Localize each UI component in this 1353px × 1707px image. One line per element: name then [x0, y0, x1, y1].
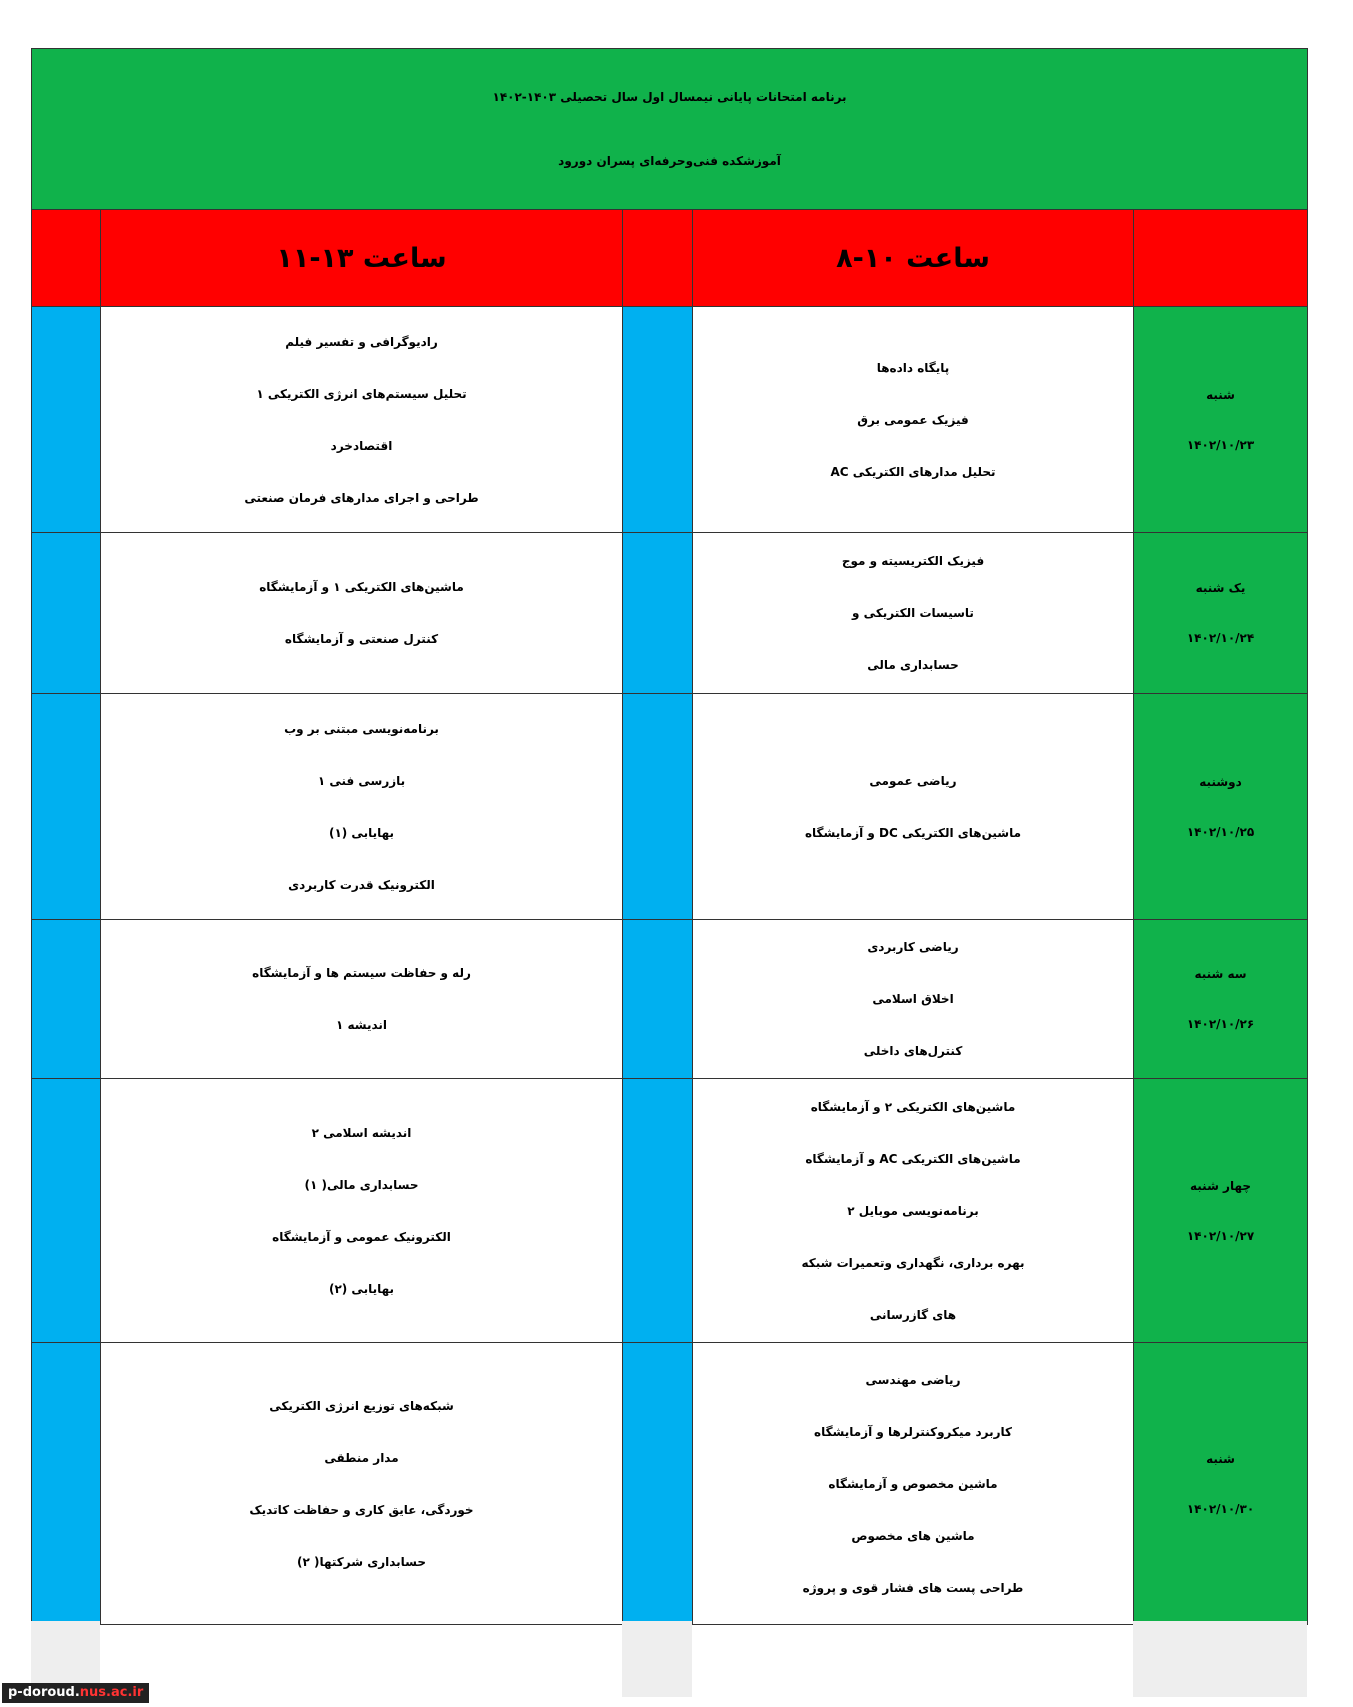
blue-divider-cell [623, 307, 693, 533]
course-name: ماشین مخصوص و آزمایشگاه [828, 1476, 998, 1491]
day-date: ۱۴۰۲/۱۰/۲۴ [1186, 631, 1255, 645]
schedule-row [32, 694, 1308, 920]
morning-courses-cell [693, 1343, 1134, 1625]
schedule-row [32, 920, 1308, 1079]
blue-margin-cell [32, 1079, 101, 1343]
course-name: ماشین‌های الکتریکی DC و آزمایشگاه [804, 825, 1022, 840]
course-name: الکترونیک قدرت کاربردی [288, 877, 435, 892]
page-title: برنامه امتحانات پایانی نیمسال اول سال تحصیلی ۱۴۰۳-۱۴۰۲ [492, 90, 847, 104]
course-name: فیزیک عمومی برق [857, 412, 969, 427]
course-name: فیزیک الکتریسیته و موج [841, 554, 985, 568]
table-bottom-strip [31, 1621, 1307, 1697]
schedule-row [32, 1079, 1308, 1343]
day-name: دوشنبه [1199, 774, 1242, 789]
day-name: چهار شنبه [1190, 1178, 1252, 1193]
course-name: ریاضی مهندسی [865, 1372, 961, 1387]
course-name: الکترونیک عمومی و آزمایشگاه [272, 1229, 451, 1244]
title-banner [32, 49, 1308, 210]
course-name: کاربرد میکروکنترلرها و آزمایشگاه [813, 1424, 1013, 1439]
course-name: های گازرسانی [869, 1307, 957, 1322]
noon-courses-cell [101, 694, 623, 920]
header-slot-morning: ساعت ۱۰-۸ [836, 242, 990, 274]
watermark-prefix: p-doroud. [8, 1685, 80, 1700]
course-name: مدار منطقی [324, 1450, 399, 1465]
course-name: برنامه‌نویسی مبتنی بر وب [284, 721, 439, 736]
blue-margin-cell [32, 694, 101, 920]
course-name: ماشین‌های الکتریکی AC و آزمایشگاه [805, 1151, 1021, 1166]
course-name: حسابداری مالی( ۱) [304, 1177, 419, 1192]
header-blank-mid [623, 210, 693, 307]
noon-courses-cell [101, 307, 623, 533]
header-row [32, 210, 1308, 307]
header-morning-cell [693, 210, 1134, 307]
course-name: بهایابی (۱) [328, 825, 395, 840]
schedule-row [32, 1343, 1308, 1625]
day-cell [1134, 307, 1308, 533]
bottom-strip-mid [622, 1621, 692, 1697]
day-date: ۱۴۰۲/۱۰/۲۶ [1186, 1017, 1255, 1031]
course-name: شبکه‌های توزیع انرژی الکتریکی [269, 1398, 454, 1413]
course-name: کنترل صنعتی و آزمایشگاه [284, 632, 439, 646]
course-name: تحلیل سیستم‌های انرژی الکتریکی ۱ [256, 386, 467, 401]
course-name: حسابداری شرکتها( ۲) [296, 1554, 427, 1569]
blue-divider-cell [623, 920, 693, 1079]
header-blank-right [1134, 210, 1308, 307]
day-date: ۱۴۰۲/۱۰/۳۰ [1186, 1501, 1255, 1516]
site-watermark [2, 1683, 149, 1703]
noon-courses-cell [101, 533, 623, 694]
blue-divider-cell [623, 1343, 693, 1625]
day-date: ۱۴۰۲/۱۰/۲۵ [1186, 824, 1255, 839]
course-name: ماشین‌های الکتریکی ۲ و آزمایشگاه [810, 1099, 1016, 1114]
blue-margin-cell [32, 307, 101, 533]
day-date: ۱۴۰۲/۱۰/۲۳ [1186, 437, 1255, 452]
course-name: پایگاه داده‌ها [876, 360, 950, 375]
course-name: اقتصادخرد [330, 438, 393, 453]
course-name: اندیشه ۱ [335, 1018, 388, 1032]
course-name: برنامه‌نویسی موبایل ۲ [847, 1203, 979, 1218]
course-name: ماشین‌های الکتریکی ۱ و آزمایشگاه [259, 580, 464, 594]
morning-courses-cell [693, 694, 1134, 920]
day-cell [1134, 920, 1308, 1079]
header-blank-left [32, 210, 101, 307]
course-name: طراحی پست های فشار قوی و پروژه [802, 1580, 1024, 1595]
course-name: خوردگی، عایق کاری و حفاظت کاتدیک [249, 1502, 474, 1517]
day-date: ۱۴۰۲/۱۰/۲۷ [1186, 1228, 1255, 1243]
blue-margin-cell [32, 1343, 101, 1625]
course-name: کنترل‌های داخلی [863, 1044, 963, 1058]
course-name: ریاضی کاربردی [867, 940, 959, 954]
day-name: یک شنبه [1195, 581, 1246, 595]
noon-courses-cell [101, 920, 623, 1079]
course-name: اخلاق اسلامی [872, 992, 954, 1006]
course-name: تحلیل مدارهای الکتریکی AC [830, 464, 996, 479]
blue-margin-cell [32, 533, 101, 694]
course-name: تاسیسات الکتریکی و [852, 606, 974, 620]
watermark-accent: nus.ac.ir [79, 1685, 144, 1700]
bottom-strip-right [1133, 1621, 1307, 1697]
morning-courses-cell [693, 1079, 1134, 1343]
course-name: ریاضی عمومی [869, 773, 957, 788]
course-name: رله و حفاظت سیستم ها و آزمایشگاه [252, 966, 471, 980]
blue-divider-cell [623, 694, 693, 920]
exam-schedule-table [31, 48, 1308, 1625]
blue-divider-cell [623, 1079, 693, 1343]
day-name: سه شنبه [1194, 967, 1247, 981]
blue-divider-cell [623, 533, 693, 694]
blue-margin-cell [32, 920, 101, 1079]
course-name: بهایابی (۲) [328, 1281, 395, 1296]
course-name: رادیوگرافی و تفسیر فیلم [285, 334, 438, 349]
course-name: بهره برداری، نگهداری وتعمیرات شبکه [801, 1255, 1025, 1270]
course-name: طراحی و اجرای مدارهای فرمان صنعتی [244, 490, 479, 505]
morning-courses-cell [693, 533, 1134, 694]
page-subtitle: آموزشکده فنی‌وحرفه‌ای پسران دورود [558, 154, 781, 168]
morning-courses-cell [693, 920, 1134, 1079]
noon-courses-cell [101, 1079, 623, 1343]
day-cell [1134, 1343, 1308, 1625]
morning-courses-cell [693, 307, 1134, 533]
course-name: حسابداری مالی [867, 658, 959, 672]
schedule-row [32, 533, 1308, 694]
course-name: بازرسی فنی ۱ [317, 773, 406, 788]
day-cell [1134, 1079, 1308, 1343]
course-name: اندیشه اسلامی ۲ [311, 1125, 412, 1140]
day-cell [1134, 694, 1308, 920]
day-name: شنبه [1206, 387, 1235, 402]
header-slot-noon: ساعت ۱۳-۱۱ [276, 242, 447, 274]
schedule-row [32, 307, 1308, 533]
day-cell [1134, 533, 1308, 694]
noon-courses-cell [101, 1343, 623, 1625]
day-name: شنبه [1206, 1451, 1235, 1466]
course-name: ماشین های مخصوص [851, 1528, 975, 1543]
header-noon-cell [101, 210, 623, 307]
